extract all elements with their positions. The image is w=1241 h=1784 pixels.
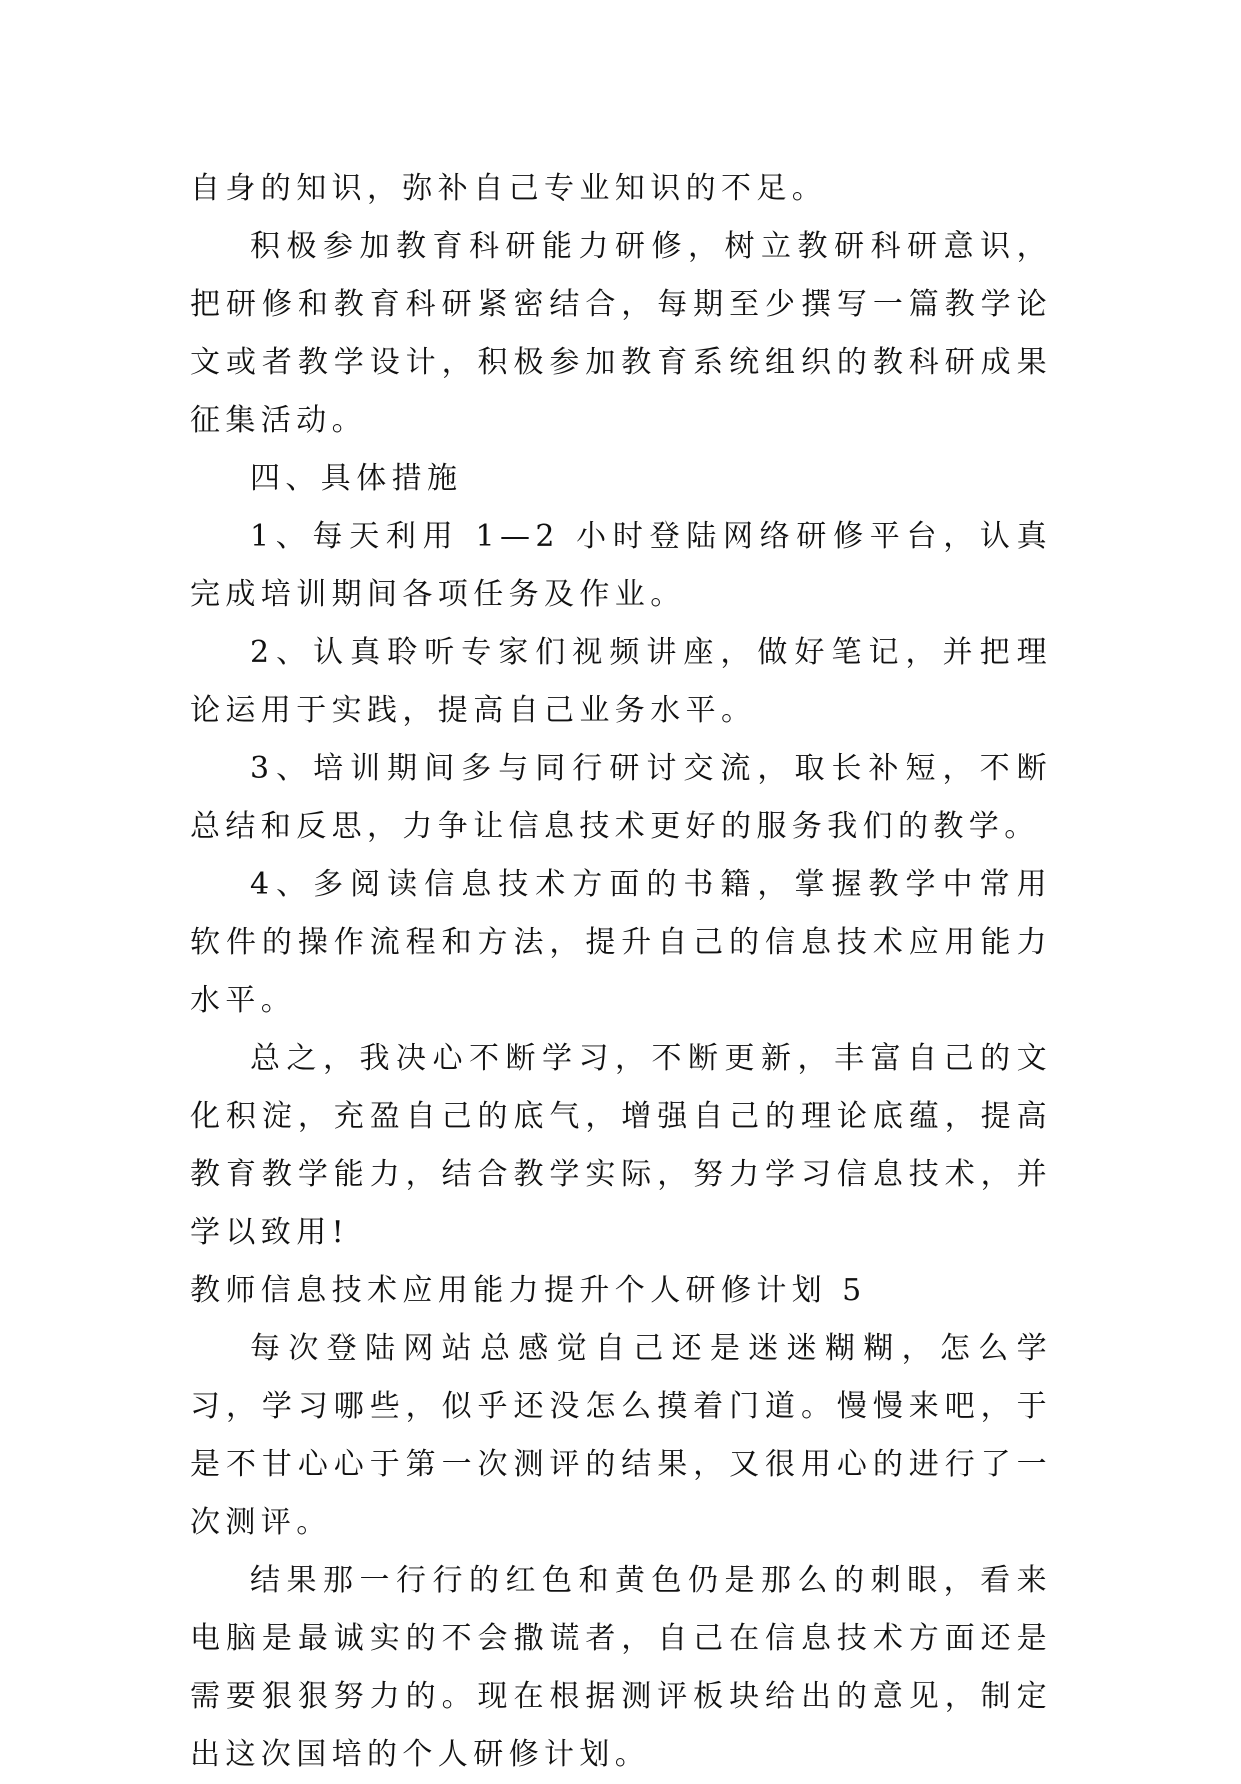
paragraph-research: 积极参加教育科研能力研修，树立教研科研意识，把研修和教育科研紧密结合，每期至少撰写一篇教学论文或者教学设计，积极参加教育系统组织的教科研成果征集活动。 <box>190 229 1052 438</box>
paragraph-conclusion: 总之，我决心不断学习，不断更新，丰富自己的文化积淀，充盈自己的底气，增强自己的理论底蕴，提高教育教学能力，结合教学实际，努力学习信息技术，并学以致用! <box>190 1041 1052 1250</box>
measure-item-1: 1、每天利用 1—2 小时登陆网络研修平台，认真完成培训期间各项任务及作业。 <box>190 519 1052 612</box>
measure-item-4: 4、多阅读信息技术方面的书籍，掌握教学中常用软件的操作流程和方法，提升自己的信息技术应用能力水平。 <box>190 867 1052 1018</box>
measure-item-2: 2、认真聆听专家们视频讲座，做好笔记，并把理论运用于实践，提高自己业务水平。 <box>190 635 1052 728</box>
measure-item-3: 3、培训期间多与同行研讨交流，取长补短，不断总结和反思，力争让信息技术更好的服务我们的教学。 <box>190 751 1052 844</box>
document-body <box>190 160 1052 1784</box>
paragraph-continuation: 自身的知识，弥补自己专业知识的不足。 <box>190 171 828 206</box>
paragraph-login-experience: 每次登陆网站总感觉自己还是迷迷糊糊，怎么学习，学习哪些，似乎还没怎么摸着门道。慢慢来吧，于是不甘心心于第一次测评的结果，又很用心的进行了一次测评。 <box>190 1331 1052 1540</box>
section-title-plan-5: 教师信息技术应用能力提升个人研修计划 5 <box>190 1273 867 1308</box>
section-heading-measures: 四、具体措施 <box>250 461 463 496</box>
paragraph-evaluation-result: 结果那一行行的红色和黄色仍是那么的刺眼，看来电脑是最诚实的不会撒谎者，自己在信息技术方面还是需要狠狠努力的。现在根据测评板块给出的意见，制定出这次国培的个人研修计划。 <box>190 1563 1052 1772</box>
